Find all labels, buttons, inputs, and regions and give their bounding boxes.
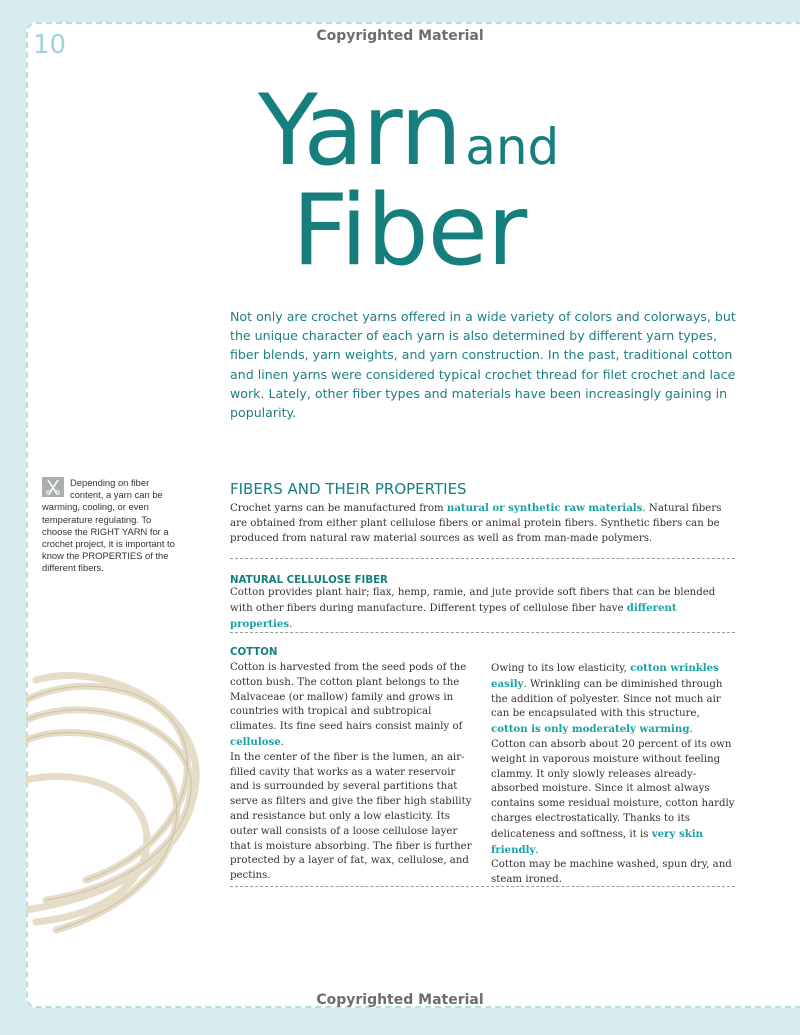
title-line-1 <box>258 74 560 188</box>
intro-paragraph: Not only are crochet yarns offered in a wide variety of colors and colorways, but the unique character of each yarn is also determined by different yarn types, fiber blends, yarn weights, and yarn construction. In the past, traditional cotton and linen yarns were considered typical crochet thread for filet crochet and lace work. Lately, other fiber types and materials have been increasingly gaining in popularity. <box>230 309 736 421</box>
cotton-right-p3: Cotton may be machine washed, spun dry, and steam ironed. <box>491 859 732 886</box>
cotton-section <box>230 647 735 658</box>
cotton-highlight: cotton is only moderately warming <box>491 723 690 736</box>
yarn-skein-illustration <box>26 660 206 940</box>
cellulose-heading: NATURAL CELLULOSE FIBER <box>230 575 388 586</box>
cotton-highlight: cellulose <box>230 735 281 748</box>
cotton-text-part: . Wrinkling can be diminished through the addition of polyester. Since not much air can be encapsulated with this structure, <box>491 678 723 720</box>
divider <box>230 886 735 887</box>
cotton-text-part: Cotton is harvested from the seed pods of the cotton bush. The cotton plant belongs to the Malvaceae (or mallow) family and grows in countries with tropical and subtropical climates. Its fine seed hairs consist mainly of <box>230 662 467 733</box>
fibers-section <box>230 480 735 546</box>
cotton-column-right <box>491 661 735 888</box>
cellulose-text <box>230 586 735 632</box>
page-number: 10 <box>33 30 67 60</box>
fibers-highlight: natural or synthetic raw materials <box>446 502 643 514</box>
title-word-fiber: Fiber <box>292 174 527 288</box>
fibers-text-part: . Natural fibers are obtained from either plant cellulose fibers or animal protein fibers. Synthetic fibers can be produced from natural raw material sources as well as from man-made polymers. <box>230 503 722 544</box>
cotton-highlight: very skin friendly <box>491 827 704 856</box>
cotton-left-p1 <box>230 661 474 751</box>
cotton-text-part: Owing to its low elasticity, <box>491 663 631 674</box>
cellulose-section <box>230 575 735 632</box>
sidebar-note <box>42 477 177 575</box>
cellulose-text-part: . <box>289 618 293 630</box>
cellulose-text-part: Cotton provides plant hair; flax, hemp, ramie, and jute provide soft fibers that can be blended with other fibers during manufacture. Different types of cellulose fiber have <box>230 587 716 614</box>
fibers-text-part: Crochet yarns can be manufactured from <box>230 503 447 514</box>
title-word-and: and <box>465 118 560 176</box>
copyright-top: Copyrighted Material <box>316 28 484 44</box>
cotton-right-p1 <box>491 661 735 738</box>
cotton-right-p2 <box>491 738 735 858</box>
cotton-column-left <box>230 661 474 884</box>
title-line-2 <box>292 174 527 288</box>
divider <box>230 632 735 633</box>
cotton-text-part: . <box>689 724 693 736</box>
cotton-left-p2: In the center of the fiber is the lumen, an air-filled cavity that works as a water reservoir and is surrounded by several partitions that serve as filters and give the fiber high stability and resistance but only a low elasticity. Its outer wall consists of a loose cellulose layer that is moisture absorbing. The fiber is further protected by a layer of fat, wax, cellulose, and pectins. <box>230 751 472 882</box>
cotton-text-part: . <box>535 844 539 856</box>
copyright-bottom: Copyrighted Material <box>316 992 484 1008</box>
cotton-text-part: Cotton can absorb about 20 percent of its own weight in vaporous moisture without feeling clammy. It only slowly releases already-absorbed moisture. Since it almost always contains some residual moisture, cotton hardly charges electrostatically. Thanks to its delicateness and softness, it is <box>491 738 735 840</box>
cotton-highlight: cotton wrinkles easily <box>491 662 719 690</box>
fibers-heading: FIBERS AND THEIR PROPERTIES <box>230 480 467 498</box>
cotton-text-part: . <box>280 736 284 748</box>
cotton-heading: COTTON <box>230 647 278 658</box>
sidebar-note-text: Depending on fiber content, a yarn can be warming, cooling, or even temperature regulating. To choose the RIGHT YARN for a crochet project, it is important to know the PROPERTIES of the different fibers. <box>42 477 175 574</box>
title-word-yarn: Yarn <box>258 74 462 188</box>
fibers-text <box>230 501 735 546</box>
divider <box>230 558 735 559</box>
scissors-icon <box>42 477 64 497</box>
cellulose-highlight: different properties <box>230 601 677 630</box>
